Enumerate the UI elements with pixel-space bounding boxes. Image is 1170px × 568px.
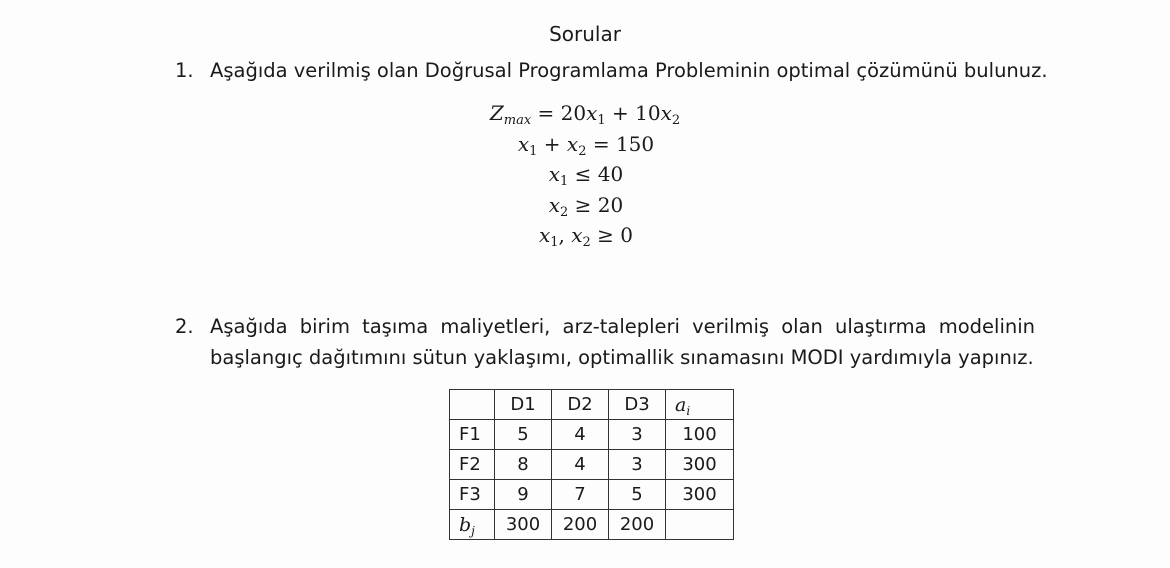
supply-cell: 300 (666, 450, 734, 480)
objective-rhs: = 20 (537, 101, 587, 125)
cost-cell: 9 (495, 480, 552, 510)
transport-table (449, 389, 734, 540)
var-x: x (548, 192, 561, 217)
sub: 2 (578, 143, 587, 159)
supply-cell: 100 (666, 420, 734, 450)
op: + (537, 131, 567, 156)
demand-cell: 200 (609, 510, 666, 540)
var-x: x (566, 131, 579, 156)
supply-header (666, 390, 734, 420)
cost-cell: 3 (609, 450, 666, 480)
table-row (450, 480, 734, 510)
constraint-3 (0, 190, 1170, 221)
objective-function (0, 98, 1170, 129)
sub: 2 (582, 235, 591, 250)
question-number: 1. (175, 59, 194, 82)
rhs: ≥ 20 (568, 192, 624, 217)
var-x: x (660, 101, 672, 125)
supply-var: a (675, 393, 687, 416)
var-x: x (517, 131, 530, 156)
cost-cell: 4 (552, 420, 609, 450)
demand-header (450, 510, 495, 540)
rhs: ≥ 0 (590, 223, 634, 247)
var-x: x (586, 101, 598, 125)
rhs: = 150 (586, 131, 655, 156)
lp-model (0, 98, 1170, 251)
table-row (450, 420, 734, 450)
sub: 2 (560, 204, 569, 220)
col-header: D2 (552, 390, 609, 420)
row-label: F2 (450, 450, 495, 480)
demand-sub: j (471, 523, 475, 538)
sub: 1 (529, 143, 538, 159)
cost-cell: 4 (552, 450, 609, 480)
cost-cell: 5 (495, 420, 552, 450)
sub: 1 (597, 113, 606, 128)
objective-var: Z (489, 101, 504, 125)
demand-var: b (459, 513, 472, 536)
corner-cell (450, 390, 495, 420)
supply-cell: 300 (666, 480, 734, 510)
sub: 2 (671, 113, 681, 128)
demand-cell: 200 (552, 510, 609, 540)
var-x: x (548, 162, 561, 186)
constraint-2 (0, 159, 1170, 190)
col-header: D1 (495, 390, 552, 420)
row-label: F1 (450, 420, 495, 450)
sep: , (558, 223, 572, 247)
demand-row (450, 510, 734, 540)
cost-cell: 8 (495, 450, 552, 480)
cost-cell: 7 (552, 480, 609, 510)
var-x: x (571, 223, 583, 247)
objective-tail: + 10 (605, 101, 661, 125)
demand-cell: 300 (495, 510, 552, 540)
supply-sub: i (686, 403, 691, 418)
cost-cell: 5 (609, 480, 666, 510)
sub: 1 (560, 174, 569, 189)
question-number: 2. (175, 315, 194, 338)
page-title: Sorular (549, 22, 621, 46)
col-header: D3 (609, 390, 666, 420)
objective-sub: max (503, 113, 532, 128)
constraint-4 (0, 220, 1170, 251)
sub: 1 (550, 235, 559, 250)
var-x: x (538, 223, 551, 247)
question-text: Aşağıda birim taşıma maliyetleri, arz-talepleri verilmiş olan ulaştırma modelinin başlangıç dağıtımını sütun yaklaşımı, optimallik sınamasını MODI yardımıyla yapınız. (210, 315, 1035, 369)
empty-cell (666, 510, 734, 540)
header-row (450, 390, 734, 420)
constraint-1 (0, 129, 1170, 160)
question-2 (175, 311, 1035, 373)
cost-cell: 3 (609, 420, 666, 450)
rhs: ≤ 40 (568, 162, 624, 186)
question-text: Aşağıda verilmiş olan Doğrusal Programlama Probleminin optimal çözümünü bulunuz. (210, 59, 1048, 82)
table-row (450, 450, 734, 480)
row-label: F3 (450, 480, 495, 510)
